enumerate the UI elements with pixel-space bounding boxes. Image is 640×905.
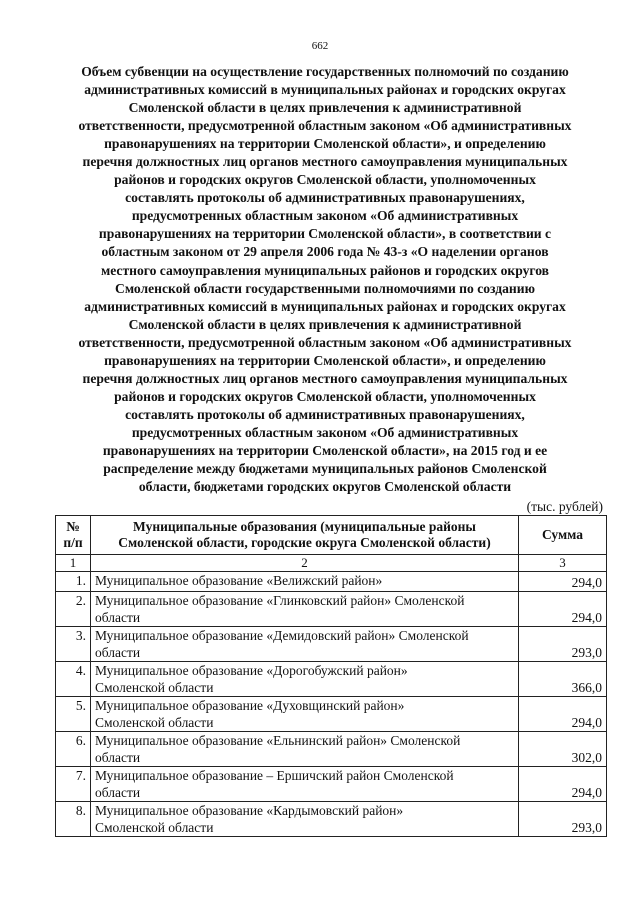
title-line: правонарушениях на территории Смоленской области», и определению	[104, 352, 546, 368]
sum-value: 294,0	[519, 697, 607, 732]
title-line: Смоленской области в целях привлечения к административной	[128, 316, 522, 332]
title-line: составлять протоколы об административных правонарушениях,	[125, 406, 525, 422]
title-line: предусмотренных областным законом «Об административных	[131, 424, 519, 440]
sum-value: 366,0	[519, 662, 607, 697]
sum-value: 302,0	[519, 732, 607, 767]
table-header-row	[56, 516, 607, 555]
table-row	[56, 697, 607, 732]
table-row	[56, 732, 607, 767]
table-row	[56, 627, 607, 662]
municipality-name	[91, 627, 519, 662]
column-index-row	[56, 555, 607, 572]
municipality-name	[91, 697, 519, 732]
table-row	[56, 767, 607, 802]
row-number: 6.	[56, 732, 91, 767]
title-line: районов и городских округов Смоленской области, уполномоченных	[114, 388, 536, 404]
row-number: 2.	[56, 592, 91, 627]
municipality-name-line: Муниципальное образование «Кардымовский район»	[95, 803, 404, 818]
municipality-name-line: области	[95, 750, 141, 765]
title-line: административных комиссий в муниципальных районах и городских округах	[84, 82, 566, 98]
table-row	[56, 802, 607, 837]
title-line: области, бюджетами городских округов Смоленской области	[138, 479, 512, 495]
municipality-name-line: Муниципальное образование «Глинковский район» Смоленской	[95, 593, 465, 608]
header-municipality: Муниципальные образования (муниципальные районы Смоленской области, городские округа Смоленской области)	[91, 516, 519, 555]
table-row	[56, 662, 607, 697]
title-line: составлять протоколы об административных правонарушениях,	[125, 190, 525, 206]
municipality-name-line: Муниципальное образование «Дорогобужский район»	[95, 663, 408, 678]
title-line: местного самоуправления муниципальных районов и городских округов	[100, 262, 550, 278]
title-line: распределение между бюджетами муниципальных районов Смоленской	[103, 461, 547, 477]
row-number: 5.	[56, 697, 91, 732]
municipality-name	[91, 572, 519, 592]
page-number: 662	[311, 40, 329, 52]
title-line: правонарушениях на территории Смоленской области», на 2015 год и ее	[102, 442, 548, 458]
municipality-name	[91, 767, 519, 802]
column-index: 1	[56, 555, 91, 572]
municipality-name-line: Смоленской области	[95, 715, 214, 730]
municipality-name-line: Смоленской области	[95, 820, 214, 835]
municipality-name	[91, 592, 519, 627]
row-number: 7.	[56, 767, 91, 802]
municipality-name-line: Муниципальное образование «Демидовский район» Смоленской	[95, 628, 469, 643]
row-number: 4.	[56, 662, 91, 697]
header-sum: Сумма	[519, 516, 607, 555]
header-number: № п/п	[56, 516, 91, 555]
municipality-name-line: Муниципальное образование «Духовщинский район»	[95, 698, 405, 713]
municipality-name-line: области	[95, 785, 141, 800]
title-line: перечня должностных лиц органов местного самоуправления муниципальных	[82, 370, 568, 386]
title-line: правонарушениях на территории Смоленской области», в соответствии с	[98, 226, 552, 242]
municipality-name	[91, 802, 519, 837]
title-line: ответственности, предусмотренной областным законом «Об административных	[78, 334, 572, 350]
title-line: административных комиссий в муниципальных районах и городских округах	[84, 298, 566, 314]
title-line: Объем субвенции на осуществление государственных полномочий по созданию	[81, 64, 569, 79]
table-row	[56, 592, 607, 627]
municipality-name	[91, 732, 519, 767]
title-line: областным законом от 29 апреля 2006 года № 43-з «О наделении органов	[101, 244, 549, 260]
title-line: предусмотренных областным законом «Об административных	[131, 208, 519, 224]
municipality-name-line: Муниципальное образование – Ершичский район Смоленской	[95, 768, 454, 783]
municipality-name-line: Муниципальное образование «Ельнинский район» Смоленской	[95, 733, 461, 748]
title-line: правонарушениях на территории Смоленской области», и определению	[104, 136, 546, 152]
sum-value: 293,0	[519, 627, 607, 662]
municipality-name-line: Смоленской области	[95, 680, 214, 695]
document-title	[50, 63, 600, 496]
title-line: перечня должностных лиц органов местного самоуправления муниципальных	[82, 154, 568, 170]
column-index: 2	[91, 555, 519, 572]
title-line: районов и городских округов Смоленской области, уполномоченных	[114, 172, 536, 188]
title-line: Смоленской области государственными полномочиями по созданию	[115, 280, 535, 296]
row-number: 3.	[56, 627, 91, 662]
municipality-name-line: области	[95, 645, 141, 660]
table-row	[56, 572, 607, 592]
municipality-name	[91, 662, 519, 697]
subvention-table	[55, 515, 607, 837]
sum-value: 294,0	[519, 572, 607, 592]
sum-value: 294,0	[519, 592, 607, 627]
sum-value: 293,0	[519, 802, 607, 837]
title-line: ответственности, предусмотренной областным законом «Об административных	[78, 118, 572, 134]
title-line: Смоленской области в целях привлечения к административной	[128, 100, 522, 116]
row-number: 8.	[56, 802, 91, 837]
sum-value: 294,0	[519, 767, 607, 802]
municipality-name-line: области	[95, 610, 141, 625]
column-index: 3	[519, 555, 607, 572]
municipality-name-line: Муниципальное образование «Велижский район»	[95, 573, 383, 588]
units-label: (тыс. рублей)	[526, 499, 603, 514]
row-number: 1.	[56, 572, 91, 592]
